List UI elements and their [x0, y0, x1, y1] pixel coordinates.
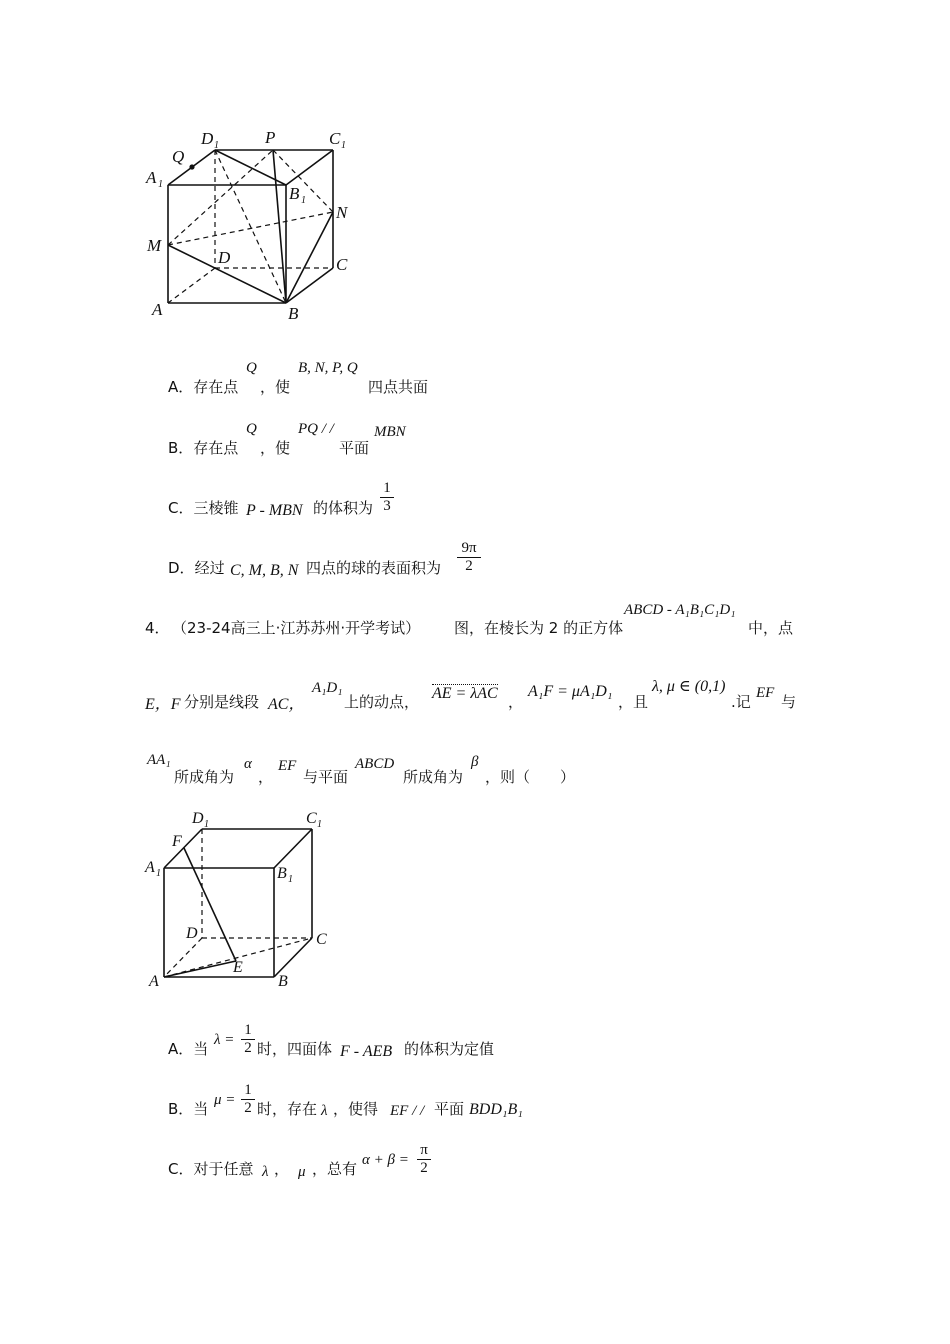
svg-text:D: D: [192, 810, 204, 827]
svg-text:1: 1: [317, 819, 322, 830]
svg-text:A: A: [149, 973, 159, 990]
denominator: 2: [241, 1099, 255, 1117]
vector-equation-af: A₁F = μA₁D₁: [528, 683, 613, 700]
option-text: 的体积为: [313, 499, 374, 517]
point-q-label: Q: [246, 421, 257, 437]
angle-beta: β: [471, 754, 479, 770]
q4-option-a[interactable]: [168, 1038, 208, 1059]
q4-source: （23-24高三上·江苏苏州·开学考试）: [172, 619, 421, 637]
option-text: ，使得: [333, 1100, 379, 1118]
angle-alpha: α: [244, 756, 252, 772]
denominator: 2: [457, 557, 481, 575]
option-letter: B．: [168, 1100, 194, 1118]
segment-ac: AC，: [268, 696, 305, 713]
svg-text:B: B: [288, 304, 299, 323]
angle-sum: α + β =: [362, 1152, 409, 1168]
svg-text:D: D: [201, 129, 214, 148]
option-text: 当: [193, 1100, 209, 1118]
option-letter: D．: [168, 559, 195, 577]
q4-number: 4．: [145, 619, 170, 637]
q4-stem-text: 图，在棱长为 2 的正方体: [454, 619, 624, 637]
q4-stem-text: 上的动点，: [344, 693, 420, 711]
svg-text:1: 1: [341, 140, 346, 151]
q4-option-b[interactable]: [168, 1098, 208, 1119]
svg-text:Q: Q: [172, 147, 185, 166]
q4-stem-text: .记: [731, 693, 751, 711]
option-letter: A．: [168, 1040, 194, 1058]
q4-stem-text: 与: [781, 693, 797, 711]
option-text: 时，存在: [257, 1100, 318, 1118]
q4-stem-text: ，: [258, 768, 274, 786]
parallel-expression: PQ / /: [298, 421, 334, 437]
point-q-label: Q: [246, 360, 257, 376]
option-text: 平面: [339, 439, 370, 457]
segment-ef: EF: [756, 685, 775, 701]
points-ef: E，F: [145, 696, 181, 713]
svg-text:M: M: [147, 236, 162, 255]
svg-text:1: 1: [288, 874, 293, 885]
denominator: 3: [380, 497, 394, 515]
q4-stem-text: 与平面: [303, 768, 349, 786]
vector-equation-ae: AE = λAC: [432, 685, 498, 702]
numerator: 9π: [461, 540, 477, 556]
lambda-equals: λ =: [214, 1032, 235, 1048]
q4-stem-text: 分别是线段: [184, 693, 260, 711]
option-text: ，使: [260, 439, 291, 457]
option-text: 四点的球的表面积为: [306, 559, 442, 577]
option-text: 当: [193, 1040, 209, 1058]
lambda: λ: [321, 1103, 328, 1119]
q4-stem-text: 中，点: [748, 619, 794, 637]
svg-text:C: C: [336, 255, 348, 274]
plane-abcd: ABCD: [355, 756, 395, 772]
svg-text:C: C: [316, 931, 327, 948]
svg-text:B: B: [289, 184, 300, 203]
q4-stem-text: 所成角为: [403, 768, 464, 786]
svg-text:1: 1: [214, 140, 219, 151]
mu: μ: [298, 1164, 306, 1180]
svg-text:D: D: [218, 248, 231, 267]
option-text: ，: [274, 1160, 290, 1178]
fraction-one-third: [380, 480, 394, 515]
option-text: ，总有: [312, 1160, 358, 1178]
option-text: 四点共面: [368, 378, 429, 396]
option-letter: C．: [168, 499, 194, 517]
q3-option-c[interactable]: [168, 497, 239, 518]
svg-text:B: B: [278, 973, 288, 990]
segment-ef: EF: [278, 758, 297, 774]
svg-text:A: A: [152, 300, 163, 319]
lambda: λ: [262, 1164, 269, 1180]
svg-text:B: B: [277, 865, 287, 882]
option-text: ，使: [260, 378, 291, 396]
fraction-one-half: [241, 1022, 255, 1057]
svg-text:C: C: [306, 810, 317, 827]
option-text: 存在点: [193, 378, 239, 396]
q4-option-c[interactable]: [168, 1158, 254, 1179]
svg-text:1: 1: [301, 195, 306, 206]
segment-a1d1: A₁D₁: [312, 680, 343, 696]
parameter-condition: λ, μ ∈ (0,1): [652, 678, 726, 695]
svg-text:N: N: [336, 203, 348, 222]
option-text: 经过: [194, 559, 225, 577]
fraction-one-half: [241, 1082, 255, 1117]
q4-stem-text: 所成角为: [174, 768, 235, 786]
figure-2-cube: [140, 800, 340, 1000]
q3-option-a[interactable]: [168, 376, 238, 397]
option-text: 平面: [434, 1100, 465, 1118]
option-text: 对于任意: [193, 1160, 254, 1178]
svg-text:F: F: [172, 833, 182, 850]
parallel-expression: EF / /: [390, 1103, 425, 1119]
svg-text:P: P: [265, 128, 276, 147]
fraction-nine-pi-half: [457, 540, 481, 575]
option-letter: B．: [168, 439, 194, 457]
svg-text:1: 1: [158, 179, 163, 190]
tetrahedron-expression: F - AEB: [340, 1043, 393, 1060]
mu-equals: μ =: [214, 1092, 236, 1108]
option-letter: A．: [168, 378, 194, 396]
points-expression: B, N, P, Q: [298, 360, 358, 376]
svg-text:1: 1: [204, 819, 209, 830]
svg-text:A: A: [146, 168, 157, 187]
points-expression: C, M, B, N: [230, 562, 299, 579]
denominator: 2: [241, 1039, 255, 1057]
fraction-pi-half: [417, 1142, 431, 1177]
cube-name: ABCD - A₁B₁C₁D₁: [624, 602, 736, 618]
svg-text:1: 1: [156, 868, 161, 879]
option-text: 的体积为定值: [404, 1040, 495, 1058]
numerator: 1: [383, 480, 391, 496]
point-q: [189, 164, 194, 169]
segment-aa1: AA₁: [147, 752, 171, 768]
option-letter: C．: [168, 1160, 194, 1178]
numerator: 1: [244, 1082, 252, 1098]
option-text: 三棱锥: [193, 499, 239, 517]
q3-option-d[interactable]: [168, 557, 225, 578]
numerator: π: [420, 1142, 428, 1158]
option-text: 时，四面体: [257, 1040, 333, 1058]
plane-bdd1b1: BDD₁B₁: [469, 1101, 523, 1118]
q3-option-b[interactable]: [168, 437, 238, 458]
q4-stem-text: ，: [508, 693, 524, 711]
numerator: 1: [244, 1022, 252, 1038]
q4-stem-text: ，则（ ）: [485, 768, 576, 786]
svg-text:C: C: [329, 129, 341, 148]
q4-stem-text: ，且: [618, 693, 649, 711]
figure-1-cube: [140, 120, 370, 330]
denominator: 2: [417, 1159, 431, 1177]
svg-text:E: E: [233, 959, 243, 976]
svg-text:A: A: [145, 859, 155, 876]
option-text: 存在点: [193, 439, 239, 457]
plane-label: MBN: [374, 424, 406, 440]
svg-text:D: D: [186, 925, 198, 942]
pyramid-expression: P - MBN: [246, 502, 303, 519]
